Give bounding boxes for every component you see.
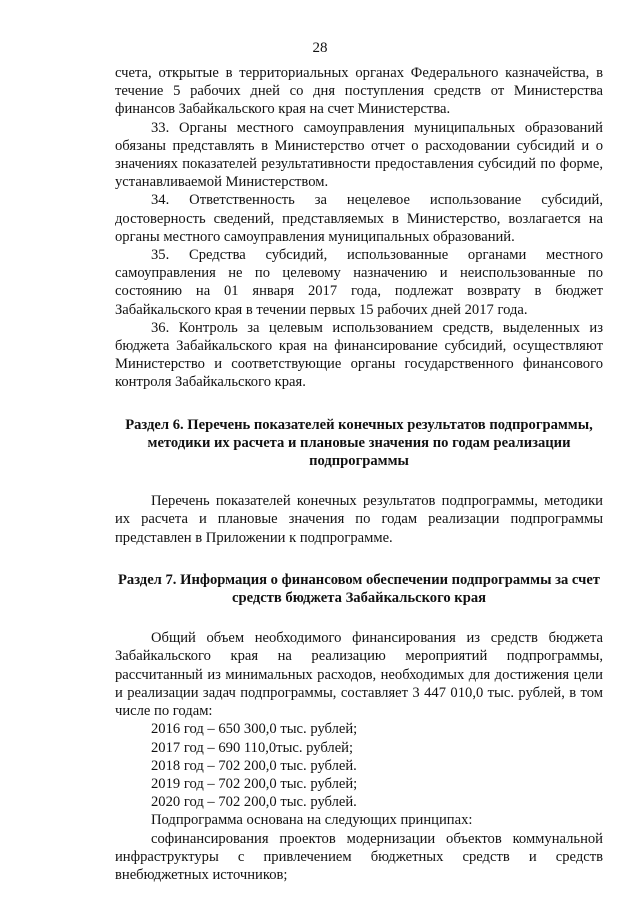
funding-year-2016: 2016 год – 650 300,0 тыс. рублей;: [151, 721, 358, 738]
paragraph-item-36: 36. Контроль за целевым использованием средств, выделенных из бюджета Забайкальского края на финансирование субсидий, осуществляют Министерство и соответствующие органы государственного финансового контроля Забайкальского края.: [115, 319, 603, 391]
paragraph-item-34: 34. Ответственность за нецелевое использование субсидий, достоверность сведений, представляемых в Министерство, возлагается на органы местного самоуправления муниципальных образований.: [115, 192, 603, 245]
funding-year-2020: 2020 год – 702 200,0 тыс. рублей.: [151, 794, 357, 811]
section-6-heading: Раздел 6. Перечень показателей конечных результатов подпрограммы, методики их расчета и плановые значения по годам реализации подпрограммы: [125, 416, 593, 470]
document-body: [115, 64, 603, 884]
principles-intro: Подпрограмма основана на следующих принципах:: [151, 812, 473, 829]
paragraph-continuation: счета, открытые в территориальных органах Федерального казначейства, в течение 5 рабочих дней со дня поступления средств от Министерства финансов Забайкальского края на счет Министерства.: [115, 65, 603, 118]
section-7-heading: Раздел 7. Информация о финансовом обеспечении подпрограммы за счет средств бюджета Забайкальского края: [118, 571, 600, 607]
funding-year-2019: 2019 год – 702 200,0 тыс. рублей;: [151, 775, 358, 792]
funding-year-2017: 2017 год – 690 110,0тыс. рублей;: [151, 739, 354, 756]
paragraph-item-35: 35. Средства субсидий, использованные органами местного самоуправления не по целевому назначению и неиспользованные по состоянию на 01 января 2017 года, подлежат возврату в бюджет Забайкальского края в течении первых 15 рабочих дней 2017 года.: [115, 247, 603, 318]
paragraph-item-33: 33. Органы местного самоуправления муниципальных образований обязаны представлять в Министерство отчет о расходовании субсидий и о значениях показателей результативности предоставления субсидий по форме, устанавливаемой Министерством.: [115, 119, 603, 191]
principle-cofinancing: софинансирования проектов модернизации объектов коммунальной инфраструктуры с привлечением бюджетных средств и средств внебюджетных источников;: [115, 830, 603, 883]
funding-year-2018: 2018 год – 702 200,0 тыс. рублей.: [151, 757, 357, 774]
section-6-text: Перечень показателей конечных результатов подпрограммы, методики их расчета и плановые значения по годам реализации подпрограммы представлен в Приложении к подпрограмме.: [115, 493, 603, 546]
page-number: 28: [312, 40, 328, 56]
section-7-text: Общий объем необходимого финансирования из средств бюджета Забайкальского края на реализацию мероприятий подпрограммы, рассчитанный из минимальных расходов, необходимых для достижения цели и реализации задач подпрограммы, составляет 3 447 010,0 тыс. рублей, в том числе по годам:: [115, 630, 603, 720]
